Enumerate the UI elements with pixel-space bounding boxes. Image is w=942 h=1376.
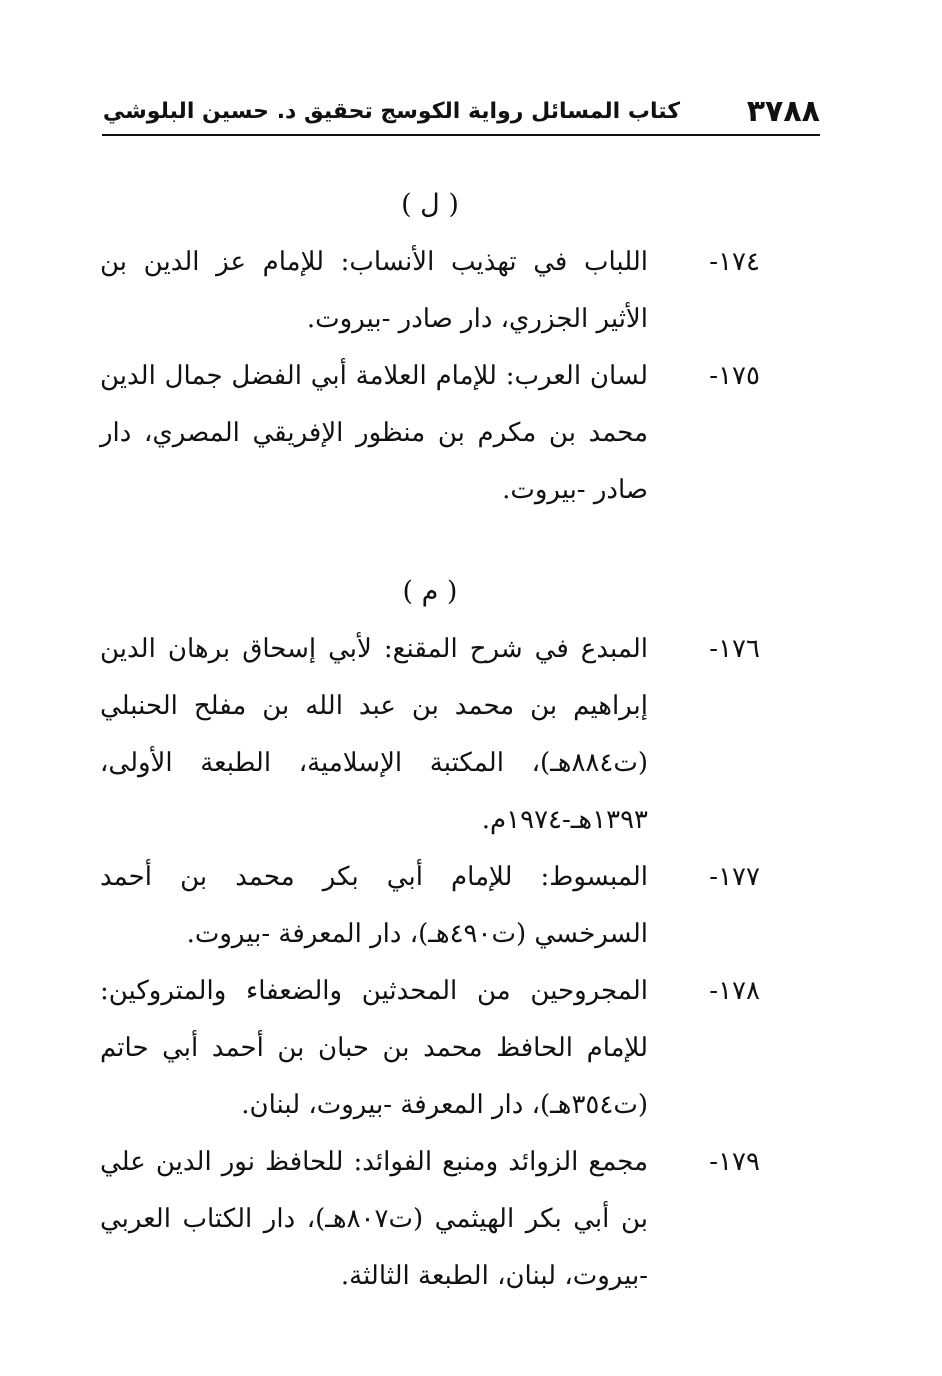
section-heading-mim: ( م ) — [402, 576, 458, 607]
section-heading-lam: ( ل ) — [401, 189, 459, 220]
bibliography-entry — [100, 348, 760, 519]
bibliography-entry — [100, 1134, 760, 1305]
entry-number: ١٧٥- — [709, 361, 760, 391]
bibliography-entry — [100, 963, 760, 1134]
entry-number: ١٧٤- — [709, 247, 760, 277]
entry-text: مجمع الزوائد ومنبع الفوائد: للحافظ نور الدين علي بن أبي بكر الهيثمي (ت٨٠٧هـ)، دار الكتاب العربي -بيروت، لبنان، الطبعة الثالثة. — [100, 1147, 648, 1291]
page-number: ٣٧٨٨ — [746, 94, 820, 129]
entry-text: المبدع في شرح المقنع: لأبي إسحاق برهان الدين إبراهيم بن محمد بن عبد الله بن مفلح الحنبلي (ت٨٨٤هـ)، المكتبة الإسلامية، الطبعة الأولى، ١٣٩٣هـ-١٩٧٤م. — [100, 634, 648, 835]
running-header — [100, 92, 820, 132]
entry-text: المجروحين من المحدثين والضعفاء والمتروكين: للإمام الحافظ محمد بن حبان بن أحمد أبي حاتم (ت٣٥٤هـ)، دار المعرفة -بيروت، لبنان. — [100, 976, 648, 1120]
bibliography-entry — [100, 621, 760, 849]
bibliography-entry — [100, 234, 760, 348]
entry-text: المبسوط: للإمام أبي بكر محمد بن أحمد السرخسي (ت٤٩٠هـ)، دار المعرفة -بيروت. — [100, 862, 648, 949]
entry-number: ١٧٦- — [709, 634, 760, 664]
bibliography-entry — [100, 849, 760, 963]
header-rule — [102, 134, 820, 136]
entry-number: ١٧٨- — [709, 976, 760, 1006]
entry-number: ١٧٩- — [709, 1147, 760, 1177]
bibliography-list — [100, 170, 760, 1305]
entry-number: ١٧٧- — [709, 862, 760, 892]
book-title: كتاب المسائل رواية الكوسج تحقيق د. حسين البلوشي — [102, 99, 680, 124]
entry-text: اللباب في تهذيب الأنساب: للإمام عز الدين بن الأثير الجزري، دار صادر -بيروت. — [100, 247, 648, 334]
entry-text: لسان العرب: للإمام العلامة أبي الفضل جمال الدين محمد بن مكرم بن منظور الإفريقي المصري، دار صادر -بيروت. — [100, 361, 648, 505]
